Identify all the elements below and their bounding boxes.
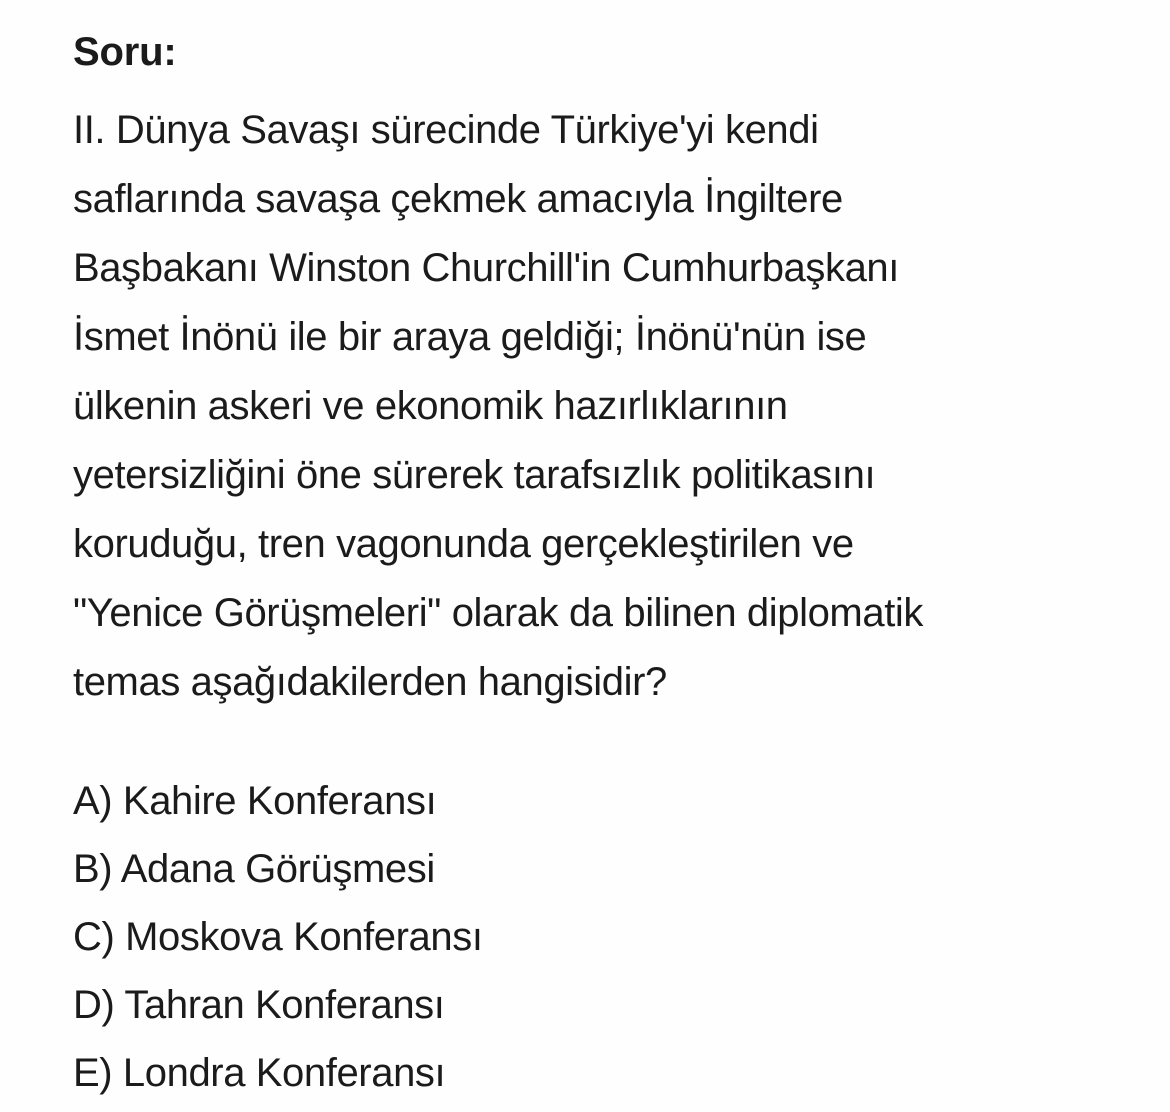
question-line: temas aşağıdakilerden hangisidir? — [73, 660, 667, 704]
question-line: İsmet İnönü ile bir araya geldiği; İnönü'nün ise — [73, 315, 867, 359]
question-card — [73, 28, 1143, 1107]
option-d: D) Tahran Konferansı — [73, 983, 445, 1027]
option-c: C) Moskova Konferansı — [73, 915, 483, 959]
question-line: yetersizliğini öne sürerek tarafsızlık politikasını — [73, 453, 876, 497]
question-line: Başbakanı Winston Churchill'in Cumhurbaşkanı — [73, 246, 899, 290]
question-line: II. Dünya Savaşı sürecinde Türkiye'yi kendi — [73, 108, 819, 152]
answer-options — [73, 767, 1143, 1107]
question-heading: Soru: — [73, 30, 177, 74]
option-e: E) Londra Konferansı — [73, 1051, 446, 1095]
question-line: ülkenin askeri ve ekonomik hazırlıklarının — [73, 384, 788, 428]
question-line: koruduğu, tren vagonunda gerçekleştirilen ve — [73, 522, 854, 566]
option-a: A) Kahire Konferansı — [73, 779, 437, 823]
question-line: saflarında savaşa çekmek amacıyla İngiltere — [73, 177, 843, 221]
question-text — [73, 96, 1143, 717]
question-line: "Yenice Görüşmeleri" olarak da bilinen diplomatik — [73, 591, 923, 635]
option-b: B) Adana Görüşmesi — [73, 847, 435, 891]
